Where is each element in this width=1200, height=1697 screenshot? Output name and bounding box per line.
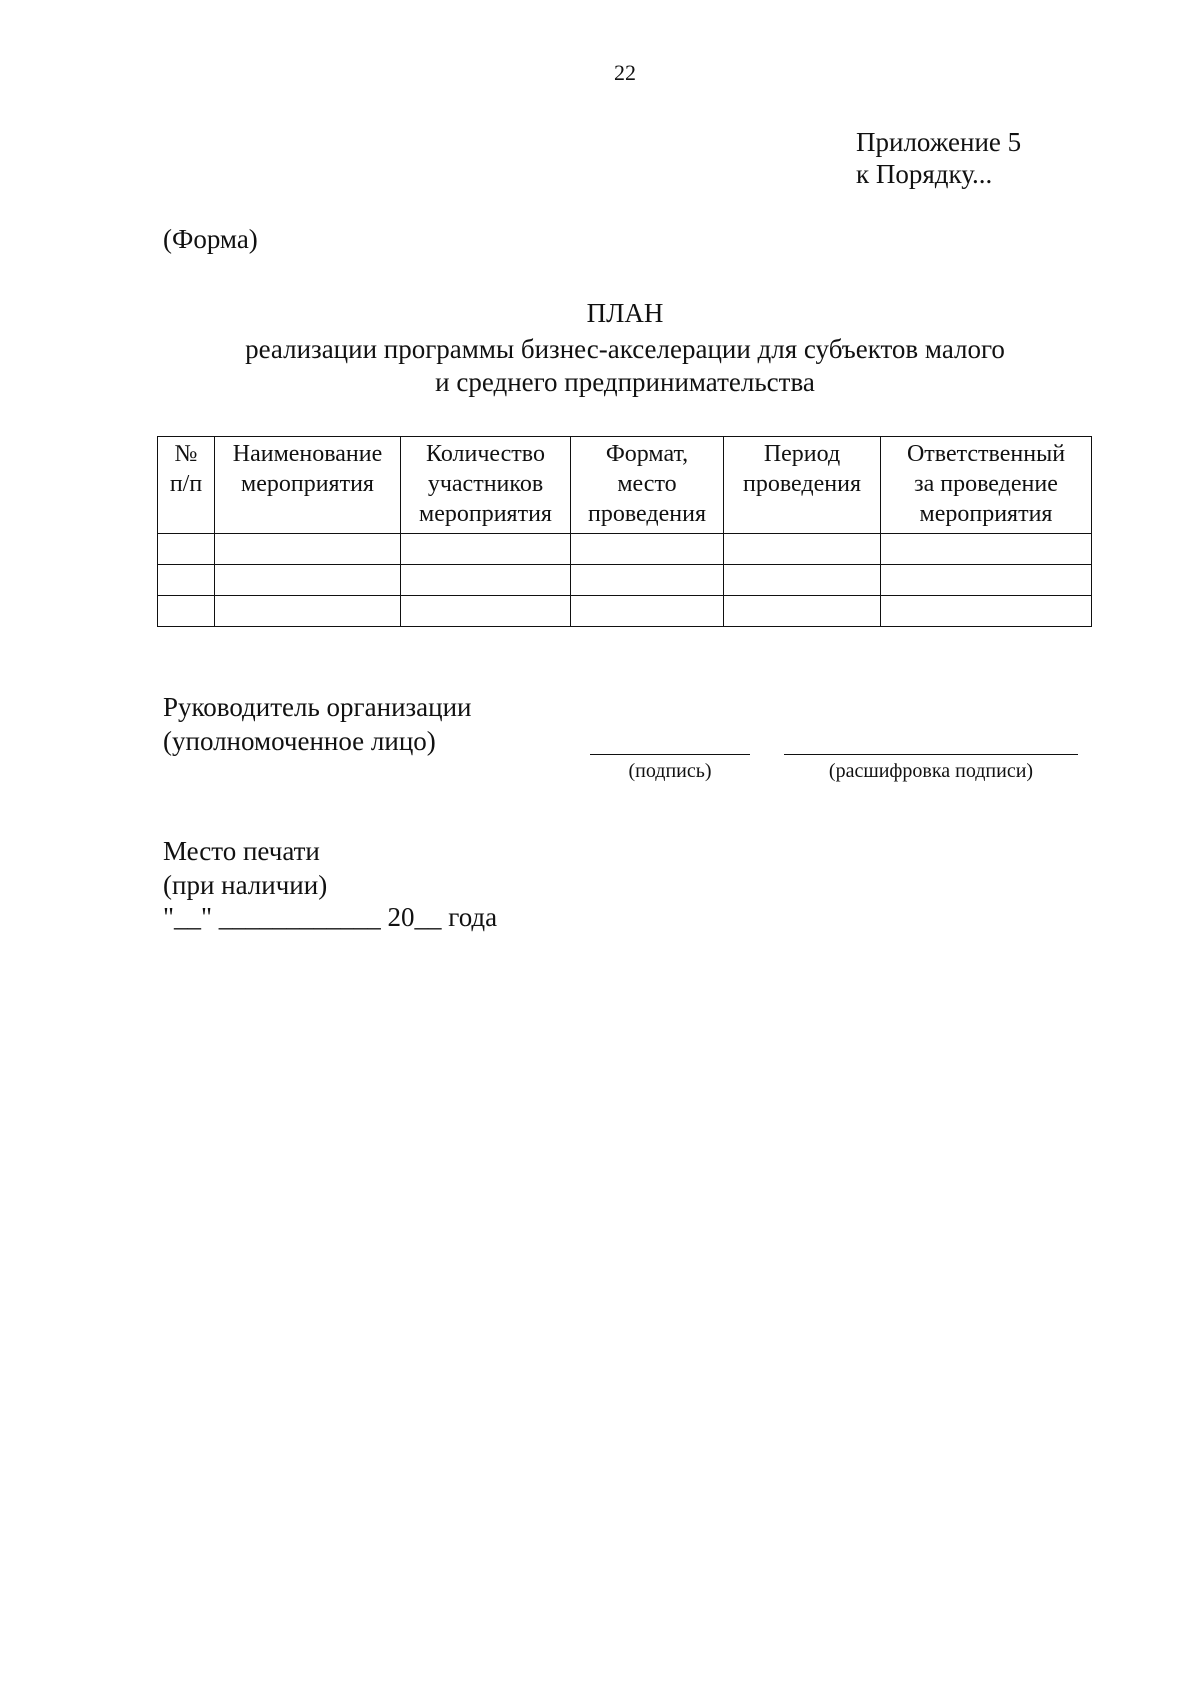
table-cell <box>215 565 401 596</box>
table-cell <box>158 565 215 596</box>
signature-decode-line <box>784 754 1078 755</box>
table-cell <box>401 596 571 627</box>
document-subtitle <box>0 333 1200 399</box>
header-event-name: Наименование мероприятия <box>215 437 401 534</box>
table-cell <box>881 534 1092 565</box>
subtitle-line-2: и среднего предпринимательства <box>435 367 815 397</box>
table-cell <box>158 534 215 565</box>
table-header-row <box>158 437 1092 534</box>
date-line: "__" ____________ 20__ года <box>163 902 498 932</box>
table-cell <box>215 596 401 627</box>
header-period: Период проведения <box>724 437 881 534</box>
plan-table <box>157 436 1092 627</box>
table-cell <box>881 596 1092 627</box>
appendix-line-1: Приложение 5 <box>856 127 1022 157</box>
table-cell <box>724 534 881 565</box>
header-participants-count: Количество участников мероприятия <box>401 437 571 534</box>
table-cell <box>724 565 881 596</box>
table-row <box>158 596 1092 627</box>
form-label: (Форма) <box>163 224 258 254</box>
table-cell <box>571 534 724 565</box>
subtitle-line-1: реализации программы бизнес-акселерации для субъектов малого <box>245 334 1005 364</box>
table-cell <box>881 565 1092 596</box>
header-number: № п/п <box>158 437 215 534</box>
table-cell <box>401 565 571 596</box>
appendix-line-2: к Порядку... <box>856 159 993 189</box>
document-title: ПЛАН <box>586 298 664 328</box>
table-cell <box>724 596 881 627</box>
signer-block <box>163 690 472 758</box>
table-cell <box>571 596 724 627</box>
page-number: 22 <box>614 60 636 85</box>
header-format-place: Формат, место проведения <box>571 437 724 534</box>
signature-caption: (подпись) <box>628 760 712 782</box>
table-cell <box>571 565 724 596</box>
table-cell <box>158 596 215 627</box>
stamp-line-1: Место печати <box>163 836 320 866</box>
signer-line-1: Руководитель организации <box>163 692 472 722</box>
appendix-reference <box>856 126 1021 190</box>
stamp-line-2: (при наличии) <box>163 870 328 900</box>
header-responsible: Ответственный за проведение мероприятия <box>881 437 1092 534</box>
signature-line <box>590 754 750 755</box>
stamp-block <box>163 834 327 902</box>
table-cell <box>215 534 401 565</box>
signer-line-2: (уполномоченное лицо) <box>163 726 436 756</box>
signature-decode-caption: (расшифровка подписи) <box>828 760 1034 782</box>
table-cell <box>401 534 571 565</box>
table-row <box>158 534 1092 565</box>
table-row <box>158 565 1092 596</box>
